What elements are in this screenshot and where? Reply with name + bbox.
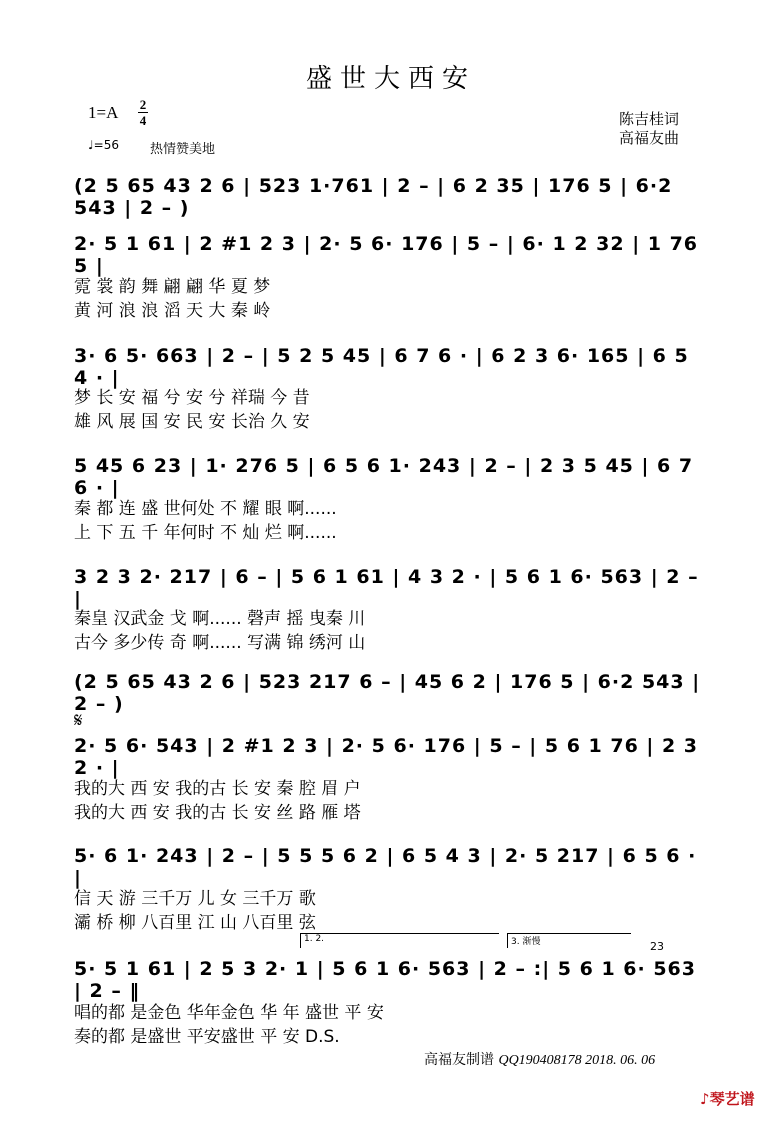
score-row-8: 5· 6 1· 243 | 2 – | 5 5 5 6 2 | 6 5 4 3 | 2· 5 217 | 6 5 6 · | xyxy=(74,845,697,889)
site-logo: ♪琴艺谱 xyxy=(700,1090,755,1108)
lyric-line: 雄 风 展 国 安 民 安 长治 久 安 xyxy=(74,412,310,432)
lyric-line: 我的大 西 安 我的古 长 安 丝 路 雁 塔 xyxy=(74,803,361,823)
volta-third-ending: 3. 渐慢 xyxy=(507,933,631,948)
fermata-label: 23 xyxy=(650,940,664,953)
score-row-1: (2 5 65 43 2 6 | 523 1·761 | 2 – | 6 2 35 | 176 5 | 6·2 543 | 2 – ) xyxy=(74,175,673,219)
footer-credit: 高福友制谱 QQ190408178 2018. 06. 06 xyxy=(424,1052,656,1068)
score-row-4: 5 45 6 23 | 1· 276 5 | 6 5 6 1· 243 | 2 – | 2 3 5 45 | 6 7 6 · | xyxy=(74,455,694,499)
score-row-6: (2 5 65 43 2 6 | 523 217 6 – | 45 6 2 | 176 5 | 6·2 543 | 2 – ) xyxy=(74,671,701,715)
lyric-line: 霓 裳 韵 舞 翩 翩 华 夏 梦 xyxy=(74,277,271,297)
lyric-line: 古今 多少传 奇 啊...... 写满 锦 绣河 山 xyxy=(74,633,366,653)
logo-icon: ♪ xyxy=(700,1090,710,1108)
lyric-line: 秦皇 汉武金 戈 啊...... 磬声 摇 曳秦 川 xyxy=(74,609,366,629)
lyric-line: 我的大 西 安 我的古 长 安 秦 腔 眉 户 xyxy=(74,779,361,799)
lyric-line: 信 天 游 三千万 儿 女 三千万 歌 xyxy=(74,889,316,909)
score-row-3: 3· 6 5· 663 | 2 – | 5 2 5 45 | 6 7 6 · | 6 2 3 6· 165 | 6 5 4 · | xyxy=(74,345,689,389)
lyric-line: 上 下 五 千 年何时 不 灿 烂 啊...... xyxy=(74,523,337,543)
lyric-line: 灞 桥 柳 八百里 江 山 八百里 弦 xyxy=(74,913,316,933)
score-row-2: 2· 5 1 61 | 2 #1 2 3 | 2· 5 6· 176 | 5 – | 6· 1 2 32 | 1 76 5 | xyxy=(74,233,699,277)
lyric-line: 奏的都 是盛世 平安盛世 平 安 D.S. xyxy=(74,1027,340,1047)
score-row-9: 5· 5 1 61 | 2 5 3 2· 1 | 5 6 1 6· 563 | 2 – :| 5 6 1 6· 563 | 2 – ‖ xyxy=(74,958,696,1002)
lyricist: 陈吉桂词 xyxy=(619,110,680,128)
composer: 高福友曲 xyxy=(619,129,680,147)
score-row-5: 3 2 3 2· 217 | 6 – | 5 6 1 61 | 4 3 2 · | 5 6 1 6· 563 | 2 – | xyxy=(74,566,699,610)
segno-sign: 𝄋 xyxy=(74,708,83,732)
time-signature: 2 4 xyxy=(139,97,147,128)
key-signature: 1=A xyxy=(88,103,119,122)
lyric-line: 梦 长 安 福 兮 安 兮 祥瑞 今 昔 xyxy=(74,388,310,408)
lyric-line: 黄 河 浪 浪 滔 天 大 秦 岭 xyxy=(74,301,271,321)
lyric-line: 唱的都 是金色 华年金色 华 年 盛世 平 安 xyxy=(74,1003,384,1023)
page-title: 盛世大西安 xyxy=(305,64,476,94)
score-row-7: 2· 5 6· 543 | 2 #1 2 3 | 2· 5 6· 176 | 5 – | 5 6 1 76 | 2 3 2 · | xyxy=(74,735,699,779)
expression-marking: 热情赞美地 xyxy=(150,142,216,157)
lyric-line: 秦 都 连 盛 世何处 不 耀 眼 啊...... xyxy=(74,499,337,519)
volta-first-ending: 1. 2. xyxy=(300,933,499,948)
tempo-marking: ♩=56 xyxy=(88,138,119,152)
